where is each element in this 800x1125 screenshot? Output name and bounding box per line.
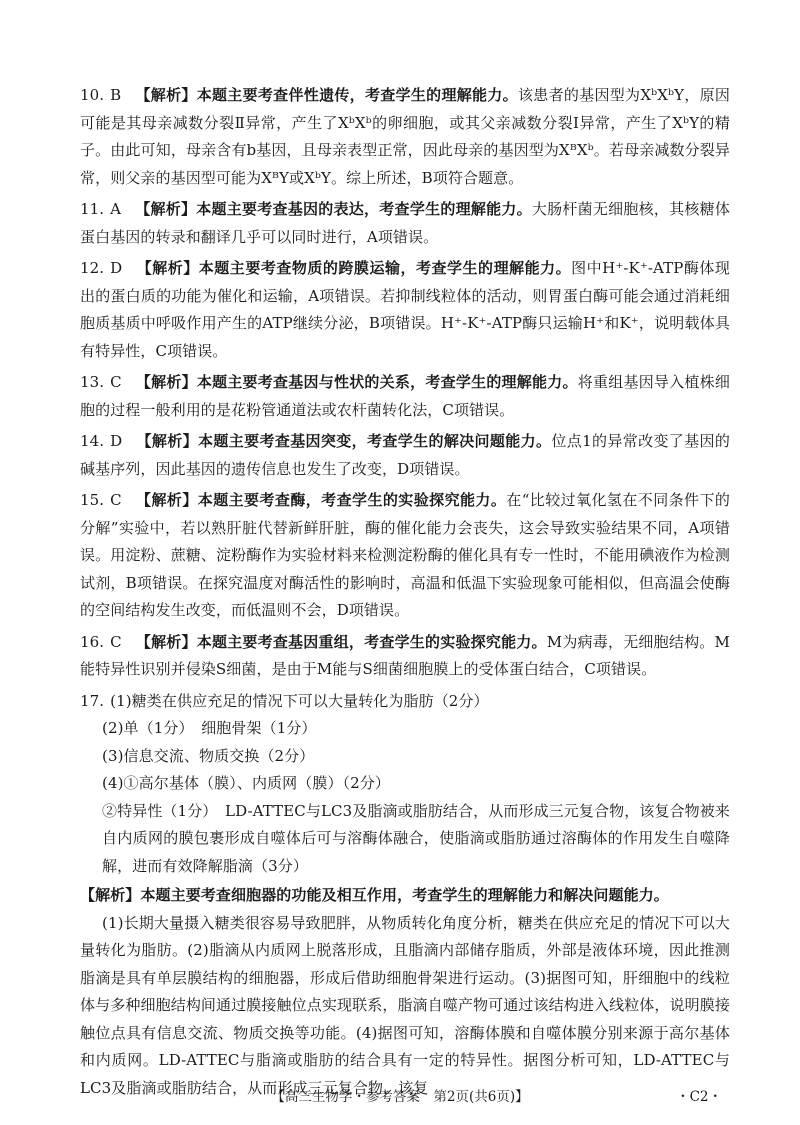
analysis-tag: 【解析】 — [135, 632, 197, 651]
analysis-tag: 【解析】 — [135, 491, 198, 509]
analysis-tag: 【解析】 — [136, 259, 199, 277]
answer-item-10 — [80, 82, 730, 192]
answer-line: (1)糖类在供应充足的情况下可以大量转化为脂肪（2分） — [110, 691, 489, 710]
analysis-body: 将重组基因导入植株细胞的过程一般利用的是花粉管通道法或农杆菌转化法，C项错误。 — [80, 373, 730, 419]
analysis-tag: 【解析】 — [135, 373, 197, 391]
analysis-body: 大肠杆菌无细胞核，其核糖体蛋白基因的转录和翻译几乎可以同时进行，A项错误。 — [80, 200, 730, 246]
analysis-tag: 【解析】 — [135, 200, 197, 218]
answer-item-17-analysis-body: (1)长期大量摄入糖类很容易导致肥胖，从物质转化角度分析，糖类在供应充足的情况下可以大量转化为脂肪。(2)脂滴从内质网上脱落形成，且脂滴内部储存脂质，外部是液体环境，因此推测脂滴是具有单层膜结构的细胞器，形成后借助细胞骨架进行运动。(3)据图可知，肝细胞中的线粒体与多种细胞结构间通过膜接触位点实现联系，脂滴自噬产物可通过该结构进入线粒体，说明膜接触位点具有信息交流、物质交换等功能。(4)据图可知，溶酶体膜和自噬体膜分别来源于高尔基体和内质网。LD-ATTEC与脂滴或脂肪的结合具有一定的特异性。据图分析可知，LD-ATTEC与LC3及脂滴或脂肪结合，从而形成三元复合物，该复 — [80, 913, 730, 1097]
page-code: ・C2・ — [676, 1089, 722, 1105]
answer-letter: C — [110, 632, 122, 651]
analysis-body: 该患者的基因型为XᵇXᵇY，原因可能是其母亲减数分裂Ⅱ异常，产生了XᵇXᵇ的卵细胞，或其父亲减数分裂Ⅰ异常，产生了XᵇY的精子。由此可知，母亲含有b基因，且母亲表型正常，因此母亲的基因型为XᴮXᵇ。若母亲减数分裂异常，则父亲的基因型可能为XᴮY或XᵇY。综上所述，B项符合题意。 — [80, 86, 731, 187]
answer-letter: C — [110, 373, 122, 391]
question-number: 17. — [80, 691, 105, 710]
question-number: 11. — [80, 200, 105, 218]
analysis-body: 在“比较过氧化氢在不同条件下的分解”实验中，若以熟肝脏代替新鲜肝脏，酶的催化能力会丧失，这会导致实验结果不同，A项错误。用淀粉、蔗糖、淀粉酶作为实验材料来检测淀粉酶的催化具有专一性时，不能用碘液作为检测试剂，B项错误。在探究温度对酶活性的影响时，高温和低温下实验现象可能相似，但高温会使酶的空间结构发生改变，而低温则不会，D项错误。 — [80, 491, 731, 619]
answer-letter: D — [110, 259, 123, 277]
analysis-highlight: 本题主要考查物质的跨膜运输，考查学生的理解能力。 — [198, 259, 572, 277]
analysis-tag: 【解析】 — [136, 432, 199, 450]
answer-item-16 — [80, 629, 730, 684]
answer-item-17-line-2: (2)单（1分） 细胞骨架（1分） — [102, 719, 317, 737]
analysis-highlight: 本题主要考查伴性遗传，考查学生的理解能力。 — [196, 86, 518, 104]
analysis-tag: 【解析】 — [135, 86, 197, 104]
answer-item-17-analysis-head — [80, 882, 730, 910]
answer-item-17-line-1 — [80, 688, 730, 716]
answer-letter: D — [110, 432, 123, 450]
answer-letter: A — [110, 200, 122, 218]
answer-item-17-line-5: ②特异性（1分） LD-ATTEC与LC3及脂滴或脂肪结合，从而形成三元复合物，该复合物被来自内质网的膜包裹形成自噬体后可与溶酶体融合，使脂滴或脂肪通过溶酶体的作用发生自噬降解，进而有效降解脂滴（3分） — [102, 801, 730, 875]
question-number: 14. — [80, 432, 105, 450]
question-number: 15. — [80, 491, 105, 509]
analysis-highlight: 本题主要考查基因的表达，考查学生的理解能力。 — [196, 200, 532, 218]
analysis-body: M为病毒，无细胞结构。M能特异性识别并侵染S细菌，是由于M能与S细菌细胞膜上的受体蛋白结合，C项错误。 — [80, 632, 730, 678]
answer-letter: B — [110, 86, 122, 104]
answer-letter: C — [110, 491, 122, 509]
answer-item-12 — [80, 255, 730, 365]
answer-item-15 — [80, 487, 730, 625]
question-number: 13. — [80, 373, 105, 391]
question-number: 12. — [80, 259, 105, 277]
analysis-highlight: 本题主要考查酶，考查学生的实验探究能力。 — [197, 491, 507, 509]
answer-item-13 — [80, 369, 730, 424]
analysis-highlight: 本题主要考查基因突变，考查学生的解决问题能力。 — [198, 432, 552, 450]
analysis-body: 图中H⁺-K⁺-ATP酶体现出的蛋白质的功能为催化和运输，A项错误。若抑制线粒体的活动，则胃蛋白酶可能会通过消耗细胞质基质中呼吸作用产生的ATP继续分泌，B项错误。H⁺-K⁺-ATP酶只运输H⁺和K⁺，说明载体具有特异性，C项错误。 — [80, 259, 731, 360]
answer-item-17-line-3: (3)信息交流、物质交换（2分） — [102, 746, 315, 765]
page-footer: 【高三生物学・参考答案 第2页(共6页)】 — [271, 1089, 529, 1105]
analysis-highlight: 本题主要考查基因重组，考查学生的实验探究能力。 — [196, 632, 547, 651]
answer-item-14 — [80, 428, 730, 483]
question-number: 10. — [80, 86, 105, 104]
analysis-tag: 【解析】 — [80, 886, 141, 904]
question-number: 16. — [80, 632, 105, 651]
answer-item-17-line-4: (4)①高尔基体（膜）、内质网（膜）（2分） — [102, 774, 390, 792]
answer-content — [80, 82, 730, 1106]
analysis-highlight: 本题主要考查细胞器的功能及相互作用，考查学生的理解能力和解决问题能力。 — [140, 886, 669, 904]
analysis-body: 位点1的异常改变了基因的碱基序列，因此基因的遗传信息也发生了改变，D项错误。 — [80, 432, 730, 478]
analysis-highlight: 本题主要考查基因与性状的关系，考查学生的理解能力。 — [196, 373, 578, 391]
answer-item-11 — [80, 196, 730, 251]
